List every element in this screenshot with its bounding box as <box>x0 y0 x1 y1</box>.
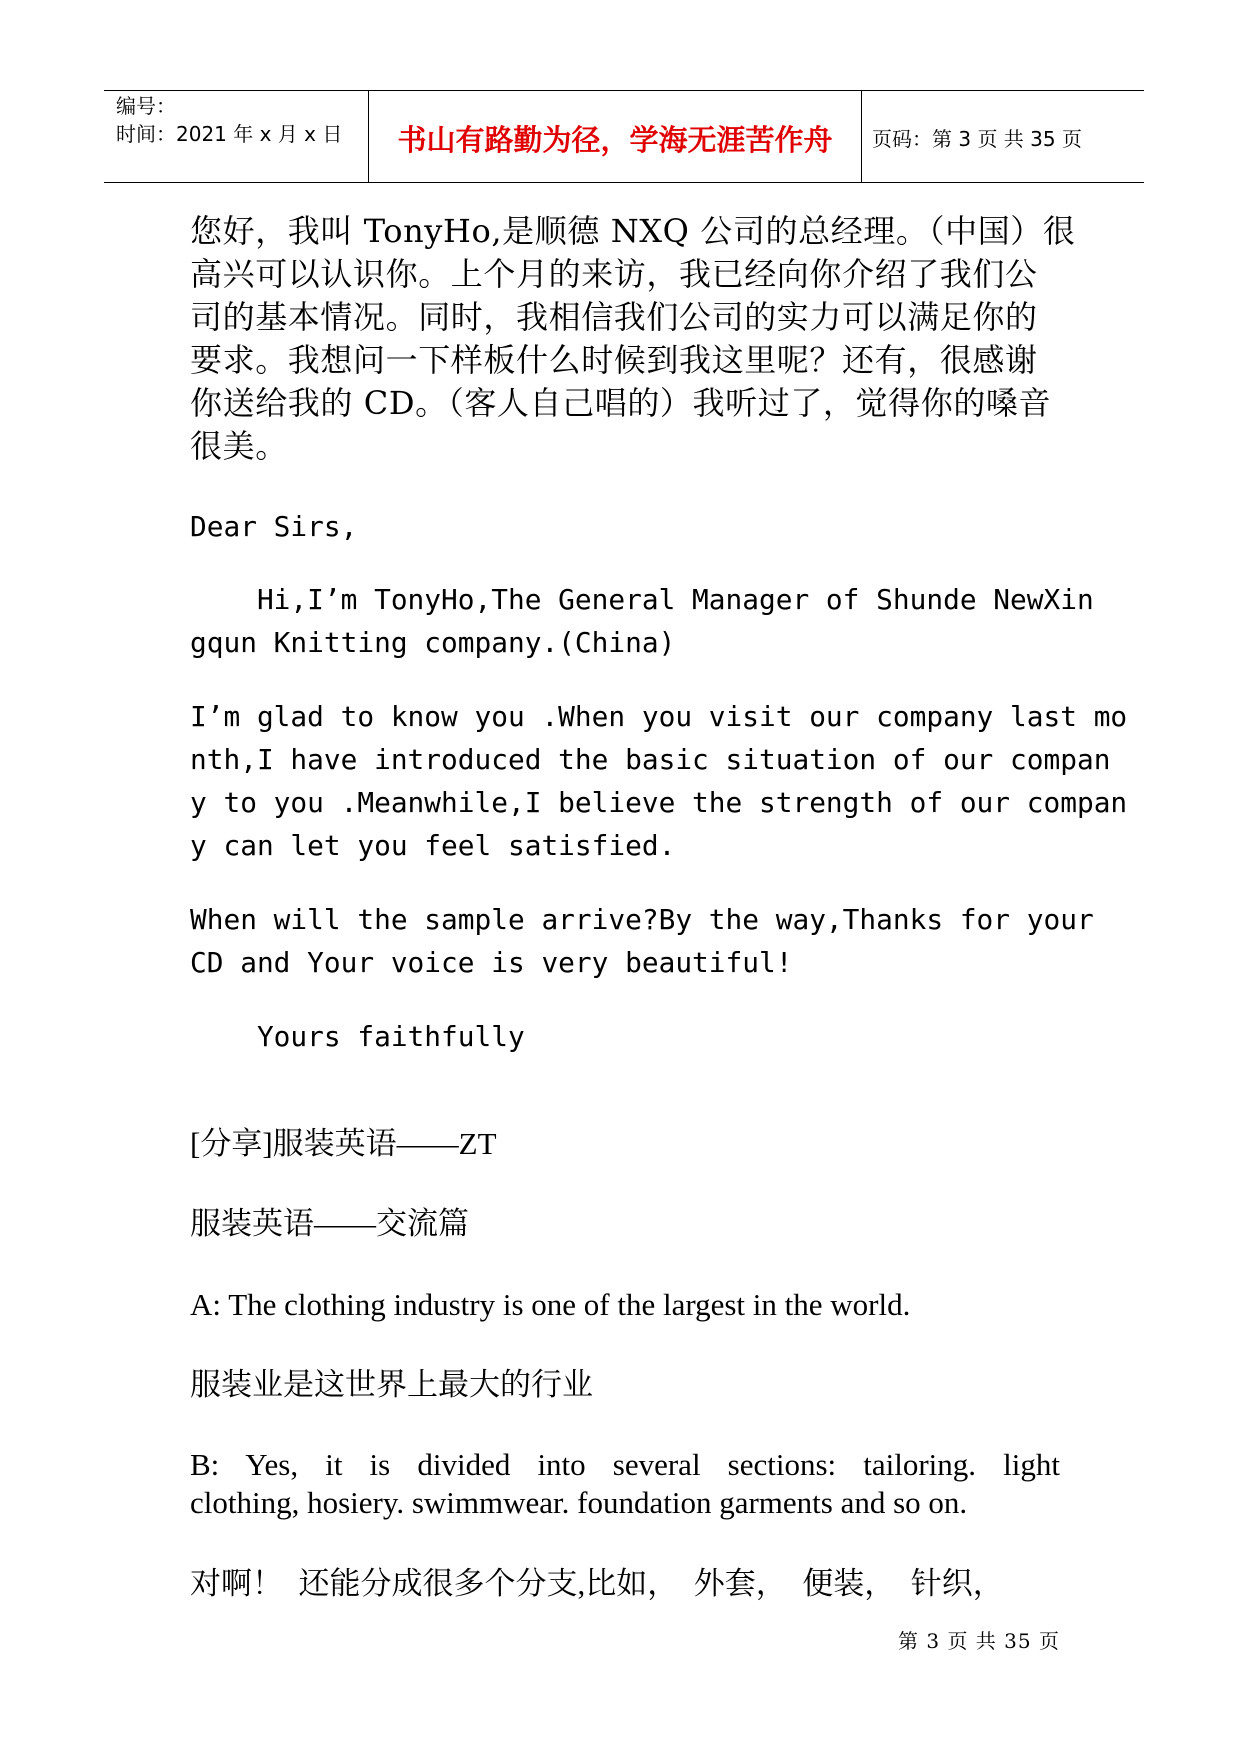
text-line: 司的基本情况。同时，我相信我们公司的实力可以满足你的 <box>190 298 1038 336</box>
share-title <box>190 1125 1060 1163</box>
header-bottom-rule <box>104 182 1144 183</box>
text-line: 您好，我叫 TonyHo,是顺德 NXQ 公司的总经理。（中国）很 <box>190 212 1076 250</box>
text-line: gqun Knitting company.(China) <box>190 626 676 659</box>
dialogue-b-translation <box>190 1565 1060 1603</box>
share-title-text: [分享]服装英语——ZT <box>190 1126 497 1161</box>
dialogue-b <box>190 1446 1060 1522</box>
salutation <box>190 505 1060 548</box>
text-line: nth,I have introduced the basic situation of our compan <box>190 743 1111 776</box>
number-label: 编号： <box>116 94 176 118</box>
dialogue-a <box>190 1286 1060 1324</box>
dialogue-line: clothing, hosiery. swimmwear. foundation garments and so on. <box>190 1485 968 1520</box>
cn-intro-paragraph <box>190 210 1076 468</box>
text-line: y can let you feel satisfied. <box>190 829 676 862</box>
dialogue-a-translation <box>190 1366 1060 1404</box>
dialogue-line: A: The clothing industry is one of the largest in the world. <box>190 1287 911 1322</box>
closing-line: Yours faithfully <box>190 1020 525 1053</box>
text-line: CD and Your voice is very beautiful! <box>190 946 793 979</box>
dialogue-line: 服装业是这世界上最大的行业 <box>190 1367 593 1402</box>
letter-paragraph-2 <box>190 695 1128 867</box>
letter-paragraph-3 <box>190 898 1094 984</box>
header-divider-left <box>368 90 369 182</box>
text-line: I’m glad to know you .When you visit our company last mo <box>190 700 1128 733</box>
header-top-rule <box>104 90 1144 91</box>
text-line: Hi,I’m TonyHo,The General Manager of Shunde NewXin <box>190 583 1094 616</box>
header-page-label: 页码：第 3 页 共 35 页 <box>872 127 1082 151</box>
header-motto: 书山有路勤为径，学海无涯苦作舟 <box>397 123 833 157</box>
dialogue-line: 对啊！ 还能分成很多个分支,比如， 外套， 便装， 针织， <box>190 1566 1004 1601</box>
text-line: y to you .Meanwhile,I believe the strength of our compan <box>190 786 1128 819</box>
section-subtitle <box>190 1205 1060 1243</box>
letter-paragraph-1 <box>190 578 1094 664</box>
dialogue-line: B: Yes, it is divided into several sections: tailoring. light <box>190 1447 1060 1482</box>
text-line: When will the sample arrive?By the way,Thanks for your <box>190 903 1094 936</box>
text-line: 你送给我的 CD。（客人自己唱的）我听过了，觉得你的嗓音 <box>190 384 1052 422</box>
text-line: 高兴可以认识你。上个月的来访，我已经向你介绍了我们公 <box>190 255 1038 293</box>
time-label: 时间：2021 年 x 月 x 日 <box>116 122 343 146</box>
subtitle-text: 服装英语——交流篇 <box>190 1206 469 1241</box>
text-line: 要求。我想问一下样板什么时候到我这里呢？还有，很感谢 <box>190 341 1038 379</box>
header-meta <box>116 92 342 148</box>
page-footer: 第 3 页 共 35 页 <box>898 1629 1060 1653</box>
closing <box>190 1015 1060 1058</box>
salutation-line: Dear Sirs, <box>190 510 358 543</box>
text-line: 很美。 <box>190 427 288 465</box>
header-divider-right <box>861 90 862 182</box>
